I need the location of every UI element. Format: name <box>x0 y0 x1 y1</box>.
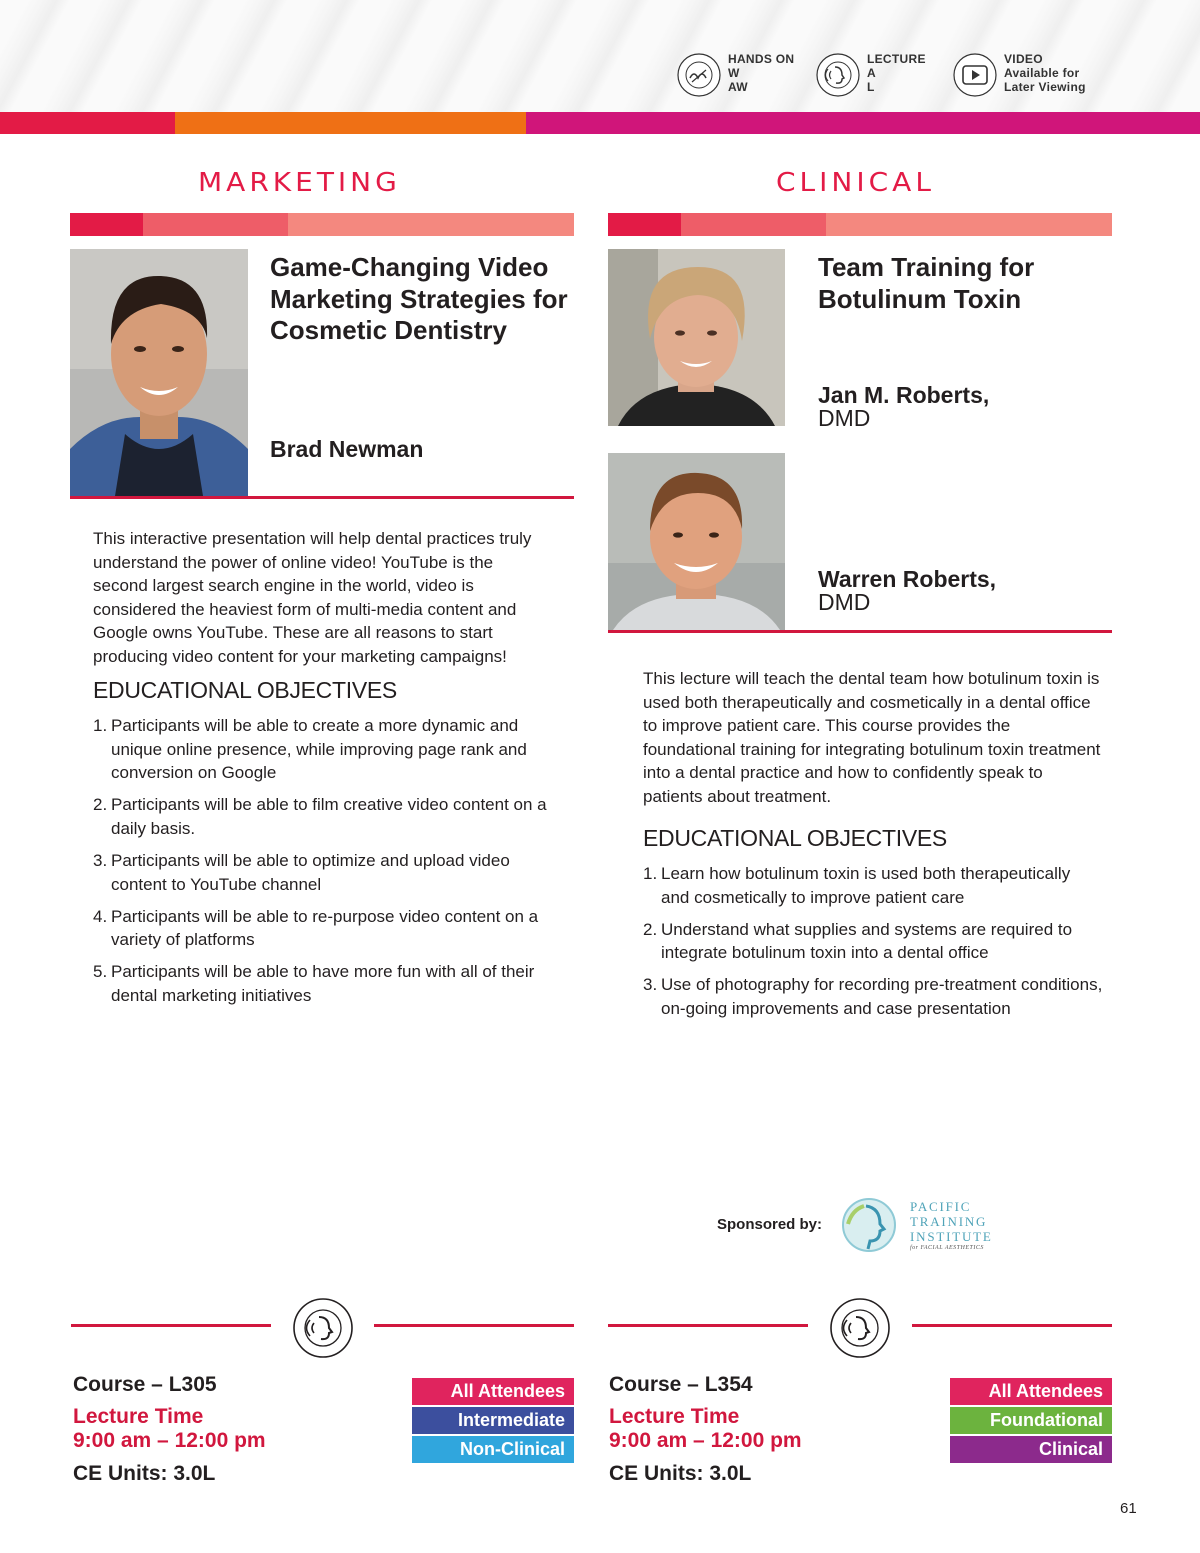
footer-rule <box>912 1324 1112 1327</box>
sponsor-name-line4: for FACIAL AESTHETICS <box>910 1245 984 1251</box>
legend-lecture-title: LECTURE <box>867 52 926 66</box>
sponsor-name-line3: INSTITUTE <box>910 1229 993 1244</box>
presenter-jan-roberts <box>818 384 989 430</box>
course-title-left: Game-Changing Video Marketing Strategies for Cosmetic Dentistry <box>270 252 568 345</box>
page-number: 61 <box>1120 1500 1137 1517</box>
sponsor-face-logo-icon <box>840 1196 898 1254</box>
tag-foundational: Foundational <box>950 1407 1112 1434</box>
ce-units-right: CE Units: 3.0L <box>609 1462 752 1485</box>
list-item: 3. Use of photography for recording pre-treatment conditions, on-going improvements and case presentation <box>643 975 1103 1018</box>
objectives-heading-right: EDUCATIONAL OBJECTIVES <box>643 825 947 851</box>
list-item: 5. Participants will be able to have more fun with all of their dental marketing initiatives <box>93 962 535 1005</box>
tag-intermediate: Intermediate <box>412 1407 574 1434</box>
section-bar-right <box>608 213 1112 236</box>
audience-tags-left <box>412 1378 574 1465</box>
legend-lecture <box>815 52 926 98</box>
legend-video-line2: Later Viewing <box>1004 80 1086 94</box>
presenter-photo-brad-newman <box>70 249 248 496</box>
section-bar-left <box>70 213 574 236</box>
category-heading-clinical: CLINICAL <box>776 167 935 198</box>
legend-video-line1: Available for <box>1004 66 1080 80</box>
list-item: 1. Participants will be able to create a more dynamic and unique online presence, while improving page rank and conversion on Google <box>93 716 527 783</box>
legend-video-title: VIDEO <box>1004 52 1043 66</box>
sponsor-logo <box>840 1196 993 1254</box>
objectives-list-left <box>93 714 563 1016</box>
list-item: 4. Participants will be able to re-purpose video content on a variety of platforms <box>93 906 539 950</box>
lecture-time-value: 9:00 am – 12:00 pm <box>609 1429 802 1452</box>
tag-non-clinical: Non-Clinical <box>412 1436 574 1463</box>
objectives-list-right <box>643 862 1103 1029</box>
lecture-time-label: Lecture Time <box>73 1405 204 1428</box>
sponsor-label: Sponsored by: <box>717 1216 823 1233</box>
header-color-bar-red <box>0 112 175 134</box>
video-badge-icon <box>952 52 998 98</box>
sponsor-name-line2: TRAINING <box>910 1214 988 1229</box>
lecture-badge-icon <box>815 52 861 98</box>
legend-video <box>952 52 1086 98</box>
course-title-right: Team Training for Botulinum Toxin <box>818 252 1035 314</box>
presenter-rule-right <box>608 630 1112 633</box>
list-item: 3. Participants will be able to optimize and upload video content to YouTube channel <box>93 850 510 894</box>
header-color-bar-magenta <box>526 112 1200 134</box>
tag-all-attendees: All Attendees <box>950 1378 1112 1405</box>
presenter-warren-roberts <box>818 568 996 614</box>
sponsor-name-line1: PACIFIC <box>910 1199 972 1214</box>
presenter-photo-jan-roberts <box>608 249 785 426</box>
presenter-brad-newman <box>270 438 423 461</box>
audience-tags-right <box>950 1378 1112 1465</box>
presenter-name: Brad Newman <box>270 436 424 462</box>
presenter-name: Warren Roberts, <box>818 566 997 592</box>
footer-rule <box>608 1324 808 1327</box>
lecture-time-label: Lecture Time <box>609 1405 740 1428</box>
hands-on-badge-icon <box>676 52 722 98</box>
lecture-time-left <box>73 1405 266 1453</box>
legend-lecture-line1: A <box>867 66 876 80</box>
objectives-heading-left: EDUCATIONAL OBJECTIVES <box>93 677 397 703</box>
presenter-degree: DMD <box>818 589 871 615</box>
footer-rule <box>374 1324 574 1327</box>
legend-hands-on <box>676 52 794 98</box>
presenter-degree: DMD <box>818 405 871 431</box>
legend-hands-on-title: HANDS ON <box>728 52 795 66</box>
legend-hands-on-line1: W <box>728 66 740 80</box>
presenter-photo-warren-roberts <box>608 453 785 630</box>
presenter-name: Jan M. Roberts, <box>818 382 990 408</box>
lecture-time-value: 9:00 am – 12:00 pm <box>73 1429 266 1452</box>
category-heading-marketing: MARKETING <box>198 167 401 198</box>
list-item: 2. Participants will be able to film creative video content on a daily basis. <box>93 795 547 838</box>
lecture-time-right <box>609 1405 802 1453</box>
lecture-badge-icon <box>292 1297 354 1359</box>
legend-lecture-line2: L <box>867 80 875 94</box>
presenter-rule-left <box>70 496 574 499</box>
course-description-right: This lecture will teach the dental team how botulinum toxin is used both therapeutically and cosmetically in a dental office to improve patient care. This course provides the foundational training for integrating botulinum toxin treatment into a dental practice and how to confidently speak to patients about treatment. <box>643 669 1101 806</box>
course-code-left: Course – L305 <box>73 1373 217 1396</box>
header-color-bar-orange <box>175 112 526 134</box>
footer-rule <box>71 1324 271 1327</box>
course-code-right: Course – L354 <box>609 1373 753 1396</box>
tag-clinical: Clinical <box>950 1436 1112 1463</box>
list-item: 1. Learn how botulinum toxin is used both therapeutically and cosmetically to improve patient care <box>643 864 1071 907</box>
list-item: 2. Understand what supplies and systems are required to integrate botulinum toxin into a dental office <box>643 919 1073 963</box>
legend-hands-on-line2: AW <box>728 80 748 94</box>
ce-units-left: CE Units: 3.0L <box>73 1462 216 1485</box>
lecture-badge-icon <box>829 1297 891 1359</box>
tag-all-attendees: All Attendees <box>412 1378 574 1405</box>
course-description-left: This interactive presentation will help dental practices truly understand the power of online video! YouTube is the second largest search engine in the world, video is considered the heaviest form of multi-media content and Google owns YouTube. These are all reasons to start producing video content for your marketing campaigns! <box>93 529 532 666</box>
